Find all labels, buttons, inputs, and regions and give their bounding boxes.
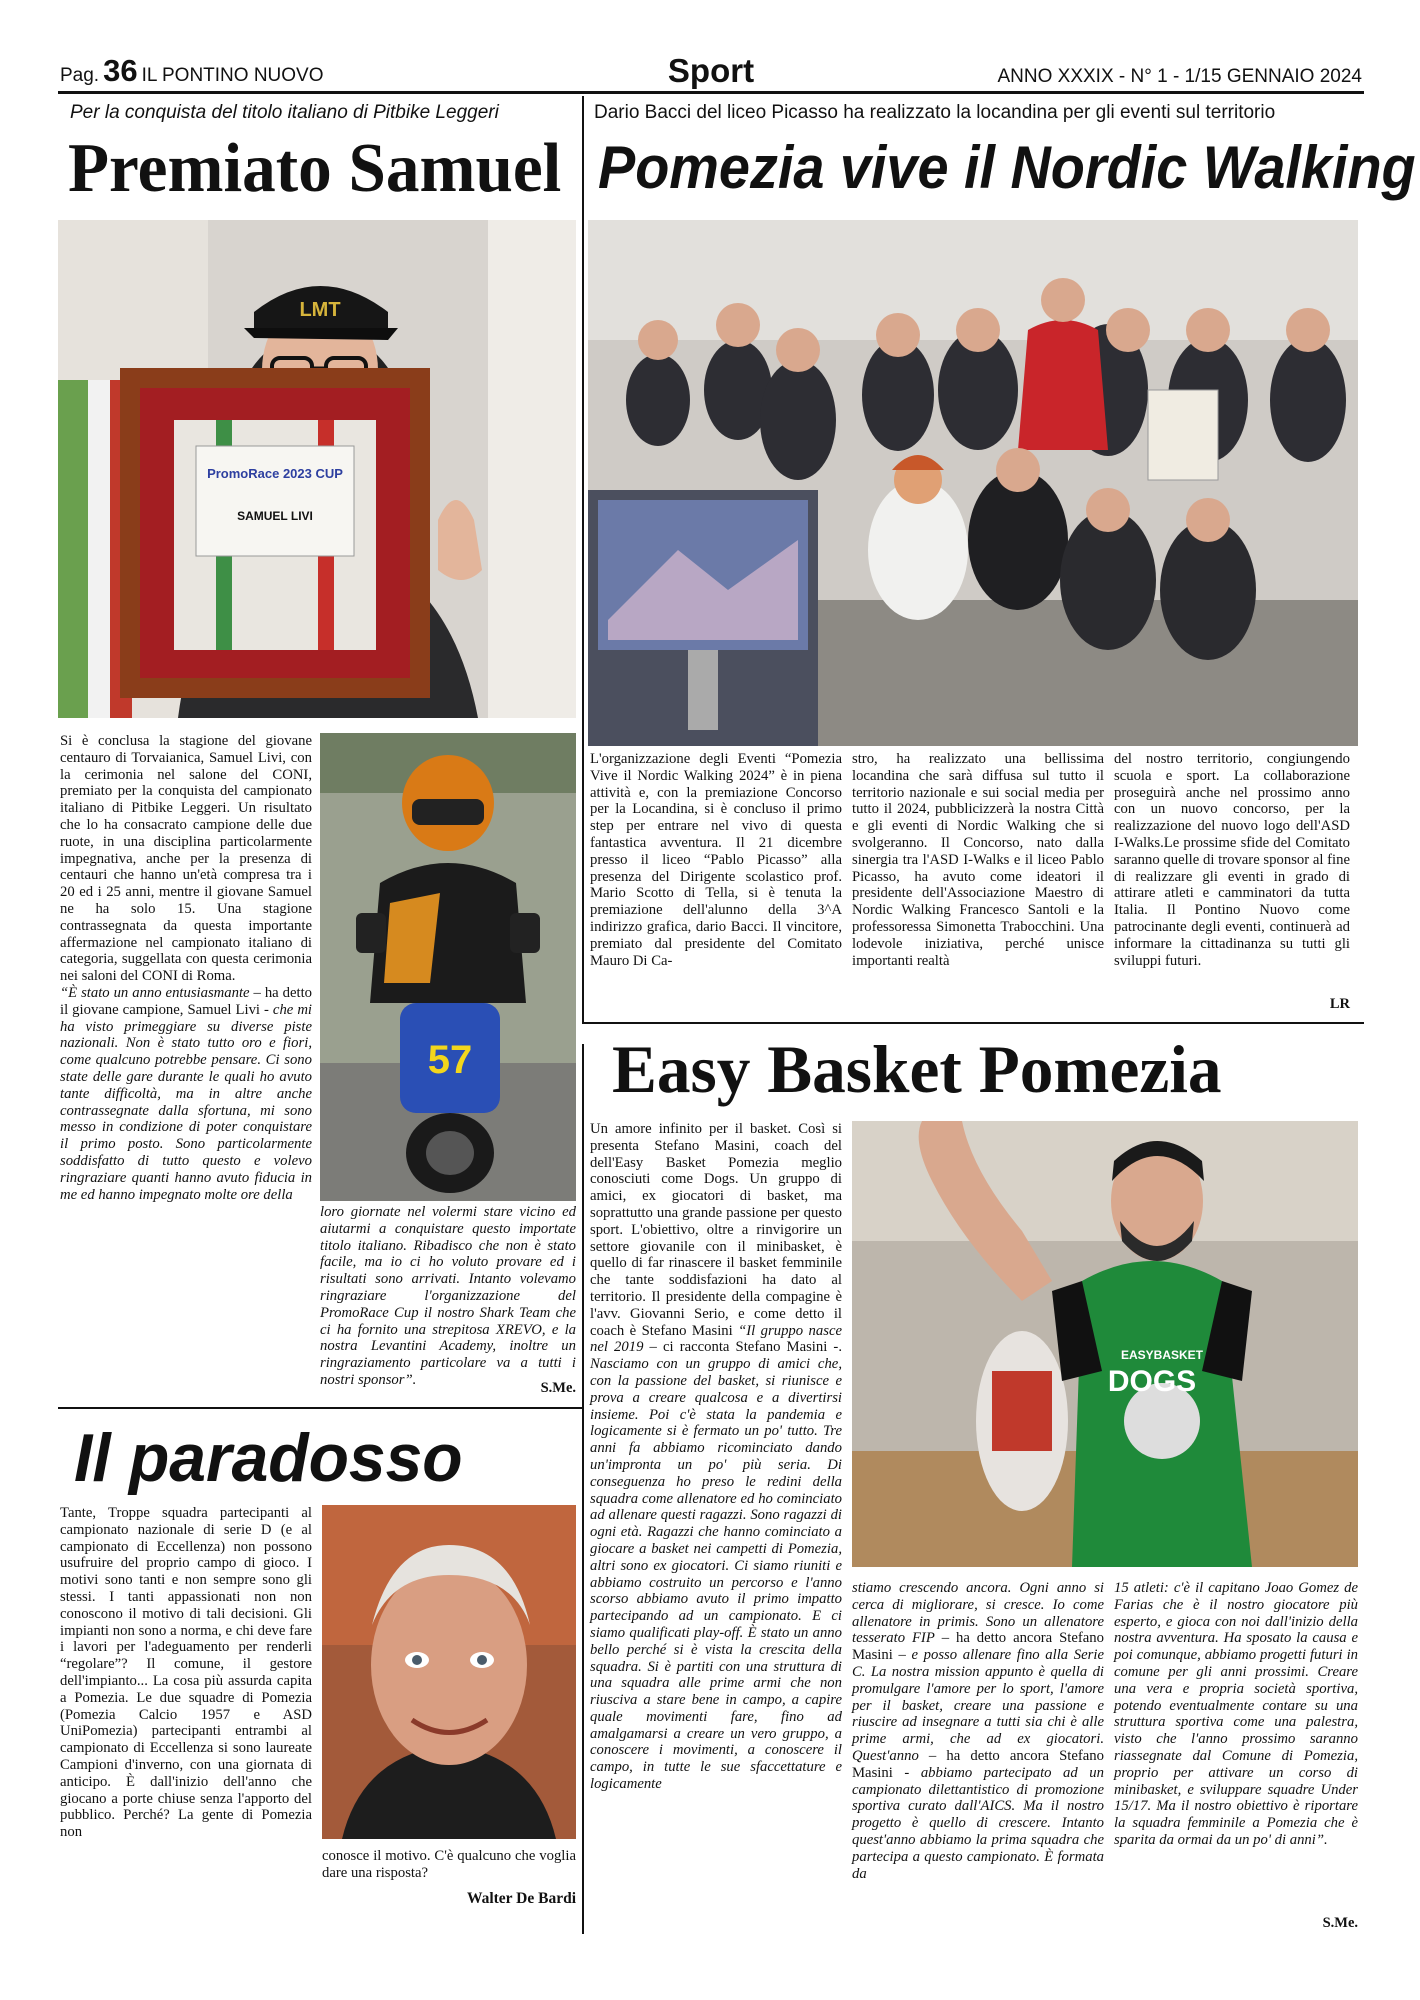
samuel-body-col1 <box>60 733 312 1213</box>
portrait-illustration <box>322 1505 576 1839</box>
publication-name: IL PONTINO NUOVO <box>141 65 324 86</box>
moto-rider-illustration <box>320 733 576 1201</box>
samuel-racing-photo <box>320 733 576 1201</box>
column-rule <box>582 96 584 1022</box>
paradosso-portrait-photo <box>322 1505 576 1839</box>
section-rule <box>582 1022 1364 1024</box>
nordic-col1: L'organizzazione degli Eventi “Pomezia Vive il Nordic Walking 2024” è in piena attività e, con la premiazione Concorso per la Locandina, si è concluso il primo step per entrare nel vivo di questa fantastica avventura. Il 21 dicembre presso il liceo “Pablo Picasso” alla presenza del Dirigente scolastico prof. Mario Scotto di Tella, si è tenuta la premiazione dell'alunno della 3^A indirizzo grafica, dario Bacci. Il vincitore, premiato dal presidente del Comitato Mauro Di Ca- <box>590 751 842 969</box>
basket-col1-text: Un amore infinito per il basket. Così si presenta Stefano Masini, coach del dell'Easy Basket Pomezia meglio conosciuti come Dogs. Un gruppo di amici, ex giocatori di basket, ma soprattutto una grande passione per questo sport. L'obiettivo, oltre a rinvigorire un settore giovanile con il minibasket, è quello di far rinascere il basket femminile che tante soddisfazioni ha dato al territorio. Il presidente della compagine è l'avv. Giovanni Serio, e come detto il coach è Stefano Masini “Il gruppo nasce nel 2019 – ci racconta Stefano Masini -. Nasciamo con un gruppo di amici che, con la passione del basket, si riunisce e prova a creare qualcosa e a divertirsi insieme. Poi c'è stata la pandemia e logicamente si è fermato un po' tutto. Tre anni fa abbiamo ricominciato dando un'impronta un po' più seria. Di conseguenza ho preso le redini della squadra come allenatore ed ho cominciato ad allenare questi ragazzi. Sono ragazzi di ogni età. Ragazzi che hanno cominciato a giocare a basket nei campetti di Pomezia, altri sono ex giocatori. Ci siamo riuniti e abbiamo costruito un percorso e l'anno scorso abbiamo avuto il primo impatto partecipando ad un campionato. E ci siamo qualificati play-off. È stato un anno bello perché si è vista la crescita della squadra. Si è partiti con una struttura di una squadra alle prime armi che non riusciva a stare bene in campo, a capire quale movimenti fare, fino ad amalgamarsi a creare un vero gruppo, a conoscere i movimenti, a conoscere il campo, in tutte le sue sfaccettature e logicamente <box>590 1121 842 1793</box>
basket-player-photo <box>852 1121 1358 1567</box>
samuel-kicker: Per la conquista del titolo italiano di Pitbike Leggeri <box>70 102 499 123</box>
samuel-body-text: Si è conclusa la stagione del giovane centauro di Torvaianica, Samuel Livi, con la cerimonia nel salone del CONI, premiato per la conquista del campionato italiano di Pitbike Leggeri. Un risultato che lo ha consacrato campione delle due ruote, in una disciplina particolarmente impegnativa, anche per la presenza di centauri che hanno un'età compresa tra i 20 ed i 25 anni, mentre il giovane Samuel ne ha solo 15. Una stagione contrassegnata da questa importante affermazione nel campionato italiano di categoria, suggellata con questa cerimonia nei saloni del CONI di Roma. <box>60 733 312 985</box>
cap-logo-text: LMT <box>299 299 341 321</box>
samuel-award-illustration <box>58 220 576 718</box>
plaque-name-text: SAMUEL LIVI <box>237 509 313 523</box>
basket-col3: 15 atleti: c'è il capitano Joao Gomez de Farias che è il nostro giocatore più esperto, e gioca con noi dall'inizio della nostra avventura. Ha sposato la causa e poi comunque, abbiamo progetti futuri in comune per gli anni prossimi. Creare una vera e propria società sportiva, potendo eventualmente contare su una struttura sportiva come una palestra, visto che l'anno prossimo saranno riassegnate dal Comune di Pomezia, proprio per attivare un corso di minibasket, e sviluppare squadre Under 15/17. Ma il nostro obiettivo è riportare la squadra femminile a Pomezia che è sparita da ormai da un po' di anni”. <box>1114 1580 1358 1848</box>
samuel-signature: S.Me. <box>540 1380 576 1396</box>
samuel-body-col2: loro giornate nel volermi stare vicino ed aiutarmi a conquistare questo importate titolo italiano. Ribadisco che non è stato facile, ma io ci ho voluto provare ed i risultati sono arrivati. Intanto volevamo ringraziare l'organizzazione del PromoRace Cup il nostro Shark Team che ci ha fornito una strepitosa XREVO, e la nostra Levantini Academy, inoltre un ringraziamento particolare va a tutti i nostri sponsor”. <box>320 1204 576 1388</box>
basket-signature: S.Me. <box>1322 1915 1358 1931</box>
basket-col1 <box>590 1121 842 1930</box>
basket-player-illustration <box>852 1121 1358 1567</box>
nordic-col3: del nostro territorio, congiungendo scuola e sport. La collaborazione proseguirà anche nel prossimo anno con un nuovo concorso, per la realizzazione del nuovo logo dell'ASD I-Walks.Le prossime sfide del Comitato saranno quelle di trovare sponsor al fine di realizzare gli eventi in grado di attirare atleti e camminatori da tutta Italia. Il Pontino Nuovo come patrocinante degli eventi, continuerà ad informare la cittadinanza su tutti gli sviluppi futuri. <box>1114 751 1350 969</box>
samuel-quote-text: “È stato un anno entusiasmante – ha detto il giovane campione, Samuel Livi - che mi ha visto primeggiare su diverse piste nazionali. Non è stato tutto oro e fiori, come qualcuno potrebbe pensare. Ci sono state delle gare durante le quali ho avuto tante difficoltà, ma in altre anche contrassegnate dalla sfortuna, mi sono messo in condizione di poter conquistare il primo posto. Sono particolarmente soddisfatto di tutto questo e volevo ringraziare quanti hanno avuto fiducia in me ed hanno impegnato molte ore della <box>60 984 313 1203</box>
bike-number-text: 57 <box>427 1038 473 1082</box>
nordic-col2: stro, ha realizzato una bellissima locandina che sarà diffusa sul tutto il territorio nazionale e sui social media per tutto il 2024, pubblicizzerà la nostra Città e gli eventi di Nordic Walking che si svolgeranno. Il Concorso, nato dalla sinergia tra l'ASD I-Walks e il liceo Pablo Picasso, ha avuto come ideatori il presidente dell'Associazione Maestro di Nordic Walking Francesco Santoli e la professoressa Simonetta Trabocchini. Una lodevole iniziativa, perché unisce importanti realtà <box>852 751 1104 969</box>
nordic-headline: Pomezia vive il Nordic Walking <box>598 134 1416 201</box>
plaque-logo-text: PromoRace 2023 CUP <box>207 466 343 481</box>
jersey-team-text: DOGS <box>1107 1365 1197 1398</box>
page-header <box>58 52 1364 94</box>
group-photo-illustration <box>588 220 1358 746</box>
nordic-group-photo <box>588 220 1358 746</box>
issue-info: ANNO XXXIX - N° 1 - 1/15 GENNAIO 2024 <box>997 66 1362 87</box>
section-title: Sport <box>667 52 755 89</box>
page-number: 36 <box>103 53 138 88</box>
nordic-kicker: Dario Bacci del liceo Picasso ha realizzato la locandina per gli eventi sul territorio <box>594 102 1276 123</box>
paradosso-headline: Il paradosso <box>74 1420 463 1496</box>
jersey-text: EASYBASKET <box>1120 1348 1204 1362</box>
samuel-award-photo <box>58 220 576 718</box>
basket-col2: stiamo crescendo ancora. Ogni anno si cerca di migliorare, si cresce. Io come allenatore in primis. Sono un allenatore tesserato FIP – ha detto ancora Stefano Masini – e posso allenare fino alla Serie C. La nostra mission appunto è quella di promulgare l'amore per lo sport, l'amore per il basket, creare una passione e riuscire ad insegnare a tutti sia chi è alle prime armi, che ad ex giocatori. Quest'anno – ha detto ancora Stefano Masini - abbiamo partecipato ad un campionato dilettantistico di promozione sportiva curato dall'AICS. Ma il nostro progetto è quello di crescere. Intanto quest'anno abbiamo la prima squadra che partecipa a questo campionato. È formata da <box>852 1580 1104 1882</box>
basket-headline: Easy Basket Pomezia <box>612 1031 1222 1107</box>
nordic-signature: LR <box>1300 996 1350 1013</box>
column-rule <box>582 1044 584 1934</box>
paradosso-signature: Walter De Bardi <box>466 1890 576 1907</box>
page-folio: Pag. 36 IL PONTINO NUOVO <box>60 53 324 88</box>
paradosso-body: Tante, Troppe squadra partecipanti al campionato nazionale di serie D (e al campionato di Eccellenza) non possono usufruire del proprio campo di gioco. I motivi sono tanti e non sempre sono gli stessi. I tanti appassionati non non conoscono il motivo di tali decisioni. Gli impianti non sono a norma, e chi deve fare i lavori per l'adeguamento per renderli “regolare”? Il comune, il gestore dell'impianto... La cosa più assurda capita a Pomezia. Le due squadre di Pomezia (Pomezia Calcio 1957 e ASD UniPomezia) partecipanti entrambi al campionato di Eccellenza si sono laureate Campioni d'inverno, con una giornata di anticipo. È dall'inizio dell'anno che giocano a porte chiuse senza l'apporto del pubblico. Perché? La gente di Pomezia non <box>60 1505 312 1841</box>
paradosso-body-right: conosce il motivo. C'è qualcuno che voglia dare una risposta? <box>322 1848 576 1881</box>
samuel-headline: Premiato Samuel <box>68 130 562 207</box>
section-rule <box>58 1407 582 1409</box>
